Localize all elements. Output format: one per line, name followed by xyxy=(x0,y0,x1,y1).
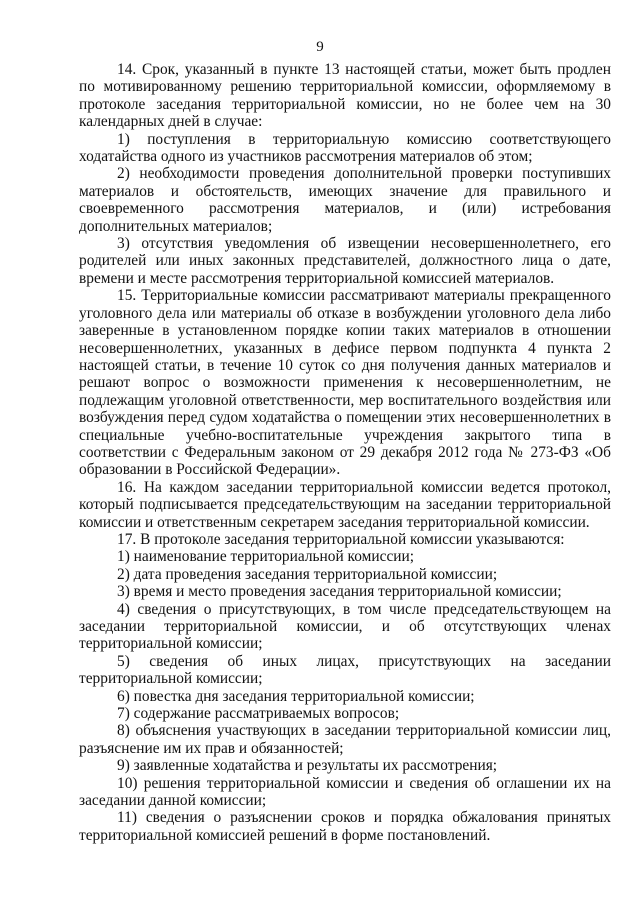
paragraph-14-item-1: 1) поступления в территориальную комиссию соответствующего ходатайства одного из участников рассмотрения материалов об этом; xyxy=(79,130,611,166)
paragraph-17-item-2: 2) дата проведения заседания территориальной комиссии; xyxy=(117,565,498,583)
paragraph-14-item-3: 3) отсутствия уведомления об извещении несовершеннолетнего, его родителей или иных законных представителей, должностного лица о дате, времени и месте рассмотрения территориальной комиссией материалов. xyxy=(79,235,611,287)
page-number: 9 xyxy=(316,39,324,55)
paragraph-17-item-7: 7) содержание рассматриваемых вопросов; xyxy=(117,705,400,723)
paragraph-14: 14. Срок, указанный в пункте 13 настоящей статьи, может быть продлен по мотивированному решению территориальной комиссии, оформляемому в протоколе заседания территориальной комиссии, но не более чем на 30 календарных дней в случае: xyxy=(79,61,611,131)
paragraph-17-item-1: 1) наименование территориальной комиссии; xyxy=(117,548,415,566)
paragraph-14-item-2: 2) необходимости проведения дополнительной проверки поступивших материалов и обстоятельств, имеющих значение для правильного и своевременного рассмотрения материалов, и (или) истребования дополнительных материалов; xyxy=(79,165,611,235)
paragraph-17-item-11: 11) сведения о разъяснении сроков и порядка обжалования принятых территориальной комиссией решений в форме постановлений. xyxy=(79,809,611,844)
paragraph-17-item-10: 10) решения территориальной комиссии и сведения об оглашении их на заседании данной комиссии; xyxy=(79,774,611,810)
paragraph-17-item-8: 8) объяснения участвующих в заседании территориальной комиссии лиц, разъяснение им их прав и обязанностей; xyxy=(79,722,611,757)
paragraph-17-item-9: 9) заявленные ходатайства и результаты их рассмотрения; xyxy=(117,757,498,775)
paragraph-16: 16. На каждом заседании территориальной комиссии ведется протокол, который подписывается председательствующим на заседании территориальной комиссии и ответственным секретарем заседания территориальной комиссии. xyxy=(79,478,611,531)
paragraph-15: 15. Территориальные комиссии рассматривают материалы прекращенного уголовного дела или материалы об отказе в возбуждении уголовного дела либо заверенные в установленном порядке копии таких материалов в отношении несовершеннолетних, указанных в дефисе первом подпункта 4 пункта 2 настоящей статьи, в течение 10 суток со дня получения данных материалов и решают вопрос о возможности применения к несовершеннолетним, не подлежащим уголовной ответственности, мер воспитательного воздействия или возбуждения перед судом ходатайства о помещении этих несовершеннолетних в специальные учебно-воспитательные учреждения закрытого типа в соответствии с Федеральным законом от 29 декабря 2012 года № 273-ФЗ «Об образовании в Российской Федерации». xyxy=(79,287,611,479)
paragraph-17-item-5: 5) сведения об иных лицах, присутствующих на заседании территориальной комиссии; xyxy=(79,652,611,688)
paragraph-17-item-3: 3) время и место проведения заседания территориальной комиссии; xyxy=(117,583,562,601)
document-body xyxy=(79,61,611,844)
paragraph-17: 17. В протоколе заседания территориальной комиссии указываются: xyxy=(117,530,565,548)
paragraph-17-item-6: 6) повестка дня заседания территориальной комиссии; xyxy=(117,687,475,705)
paragraph-17-item-4: 4) сведения о присутствующих, в том числе председательствующем на заседании территориальной комиссии, и об отсутствующих членах территориальной комиссии; xyxy=(79,600,611,653)
